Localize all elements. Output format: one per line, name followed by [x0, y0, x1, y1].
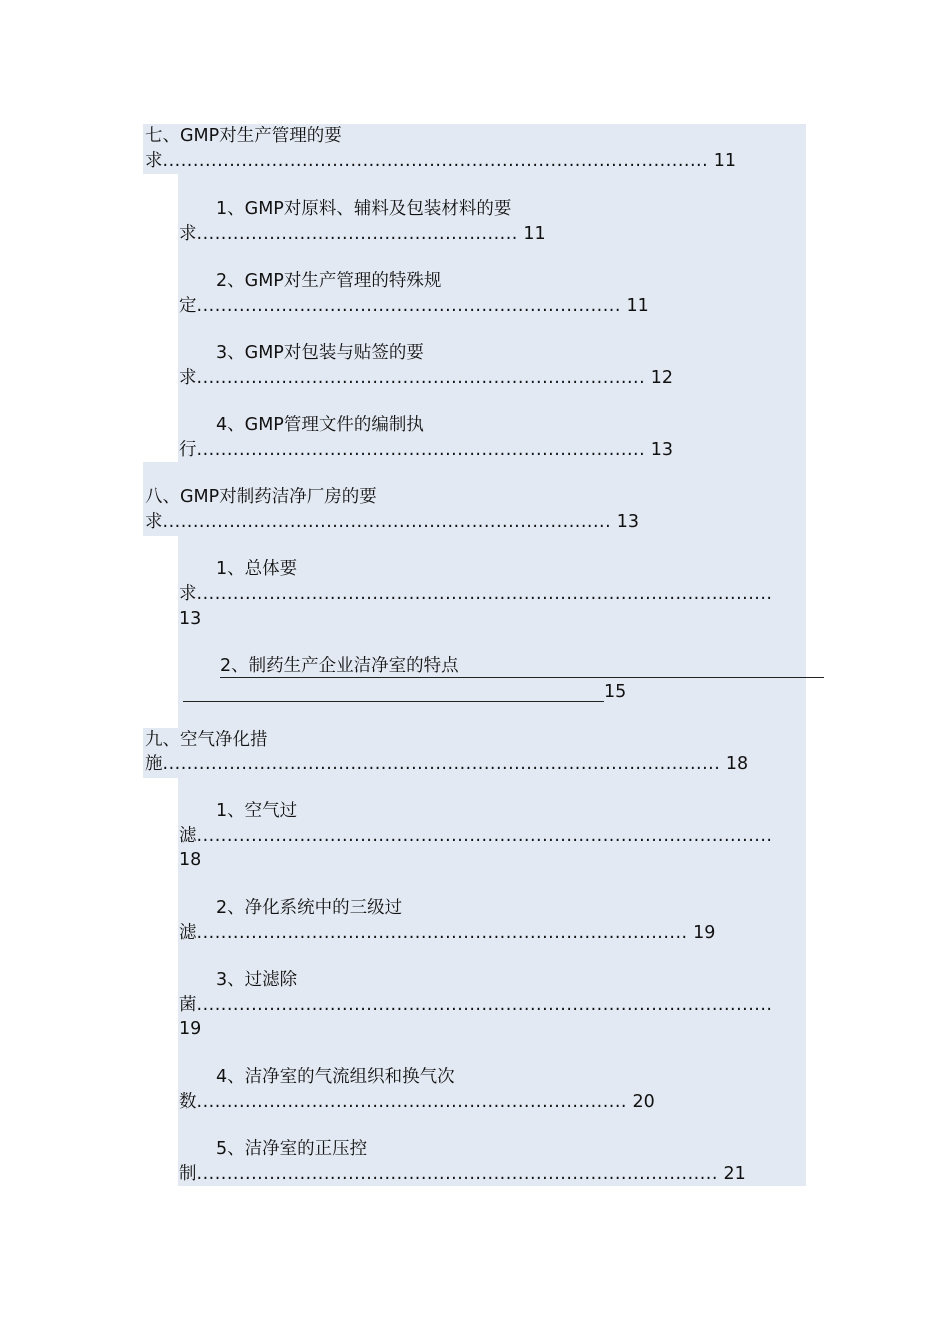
toc-item-title[interactable]: 2、净化系统中的三级过 — [216, 898, 403, 918]
toc-item-entry[interactable]: 求.......................................................................... 12 — [179, 368, 674, 388]
page-number: 18 — [725, 754, 749, 774]
toc-item-entry[interactable]: 制...................................................................................... 21 — [179, 1164, 746, 1184]
toc-item-title[interactable]: 1、GMP对原料、辅料及包装材料的要 — [216, 199, 512, 219]
toc-item-entry[interactable]: 滤............................................................................................... — [179, 826, 773, 846]
toc-section-title[interactable]: 九、空气净化措 — [145, 730, 268, 750]
toc-item-title[interactable]: 1、总体要 — [216, 559, 298, 579]
page-number: 21 — [723, 1164, 746, 1184]
toc-section-entry[interactable]: 施............................................................................................ 18 — [145, 754, 749, 774]
page-number: 19 — [693, 923, 716, 943]
toc-section-entry[interactable]: 求.......................................................................................... 11 — [145, 151, 737, 171]
toc-item-entry[interactable]: 数....................................................................... 20 — [179, 1092, 655, 1112]
toc-item-entry[interactable]: 菌............................................................................................... — [179, 995, 773, 1015]
page-number: 13 — [616, 512, 640, 532]
page-number[interactable]: 15 — [604, 682, 627, 702]
link-underline — [220, 677, 824, 678]
toc-item-entry[interactable]: 定...................................................................... 11 — [179, 296, 649, 316]
link-underline — [183, 701, 604, 702]
toc-item-title[interactable]: 4、洁净室的气流组织和换气次 — [216, 1067, 455, 1087]
toc-item-title[interactable]: 3、过滤除 — [216, 970, 298, 990]
toc-item-title[interactable]: 2、GMP对生产管理的特殊规 — [216, 271, 442, 291]
page-number: 20 — [632, 1092, 655, 1112]
toc-item-entry[interactable]: 行.......................................................................... 13 — [179, 440, 674, 460]
page-number[interactable]: 19 — [179, 1019, 202, 1039]
toc-item-title[interactable]: 3、GMP对包装与贴签的要 — [216, 343, 424, 363]
toc-item-entry[interactable]: 滤................................................................................. 19 — [179, 923, 716, 943]
page-number: 11 — [626, 296, 649, 316]
toc-item-entry[interactable]: 求............................................................................................... — [179, 584, 773, 604]
toc-section-title[interactable]: 八、GMP对制药洁净厂房的要 — [145, 487, 377, 507]
toc-section-title[interactable]: 七、GMP对生产管理的要 — [145, 126, 342, 146]
page-number: 11 — [713, 151, 737, 171]
toc-item-link-title[interactable]: 2、制药生产企业洁净室的特点 — [220, 656, 459, 676]
toc-item-title[interactable]: 5、洁净室的正压控 — [216, 1139, 368, 1159]
page-number: 11 — [523, 224, 546, 244]
page-number: 13 — [650, 440, 674, 460]
page-number[interactable]: 13 — [179, 609, 202, 629]
toc-section-entry[interactable]: 求.......................................................................... 13 — [145, 512, 640, 532]
page-number: 12 — [650, 368, 674, 388]
toc-item-title[interactable]: 4、GMP管理文件的编制执 — [216, 415, 424, 435]
toc-item-entry[interactable]: 求..................................................... 11 — [179, 224, 546, 244]
page-number[interactable]: 18 — [179, 850, 202, 870]
toc-item-title[interactable]: 1、空气过 — [216, 801, 298, 821]
